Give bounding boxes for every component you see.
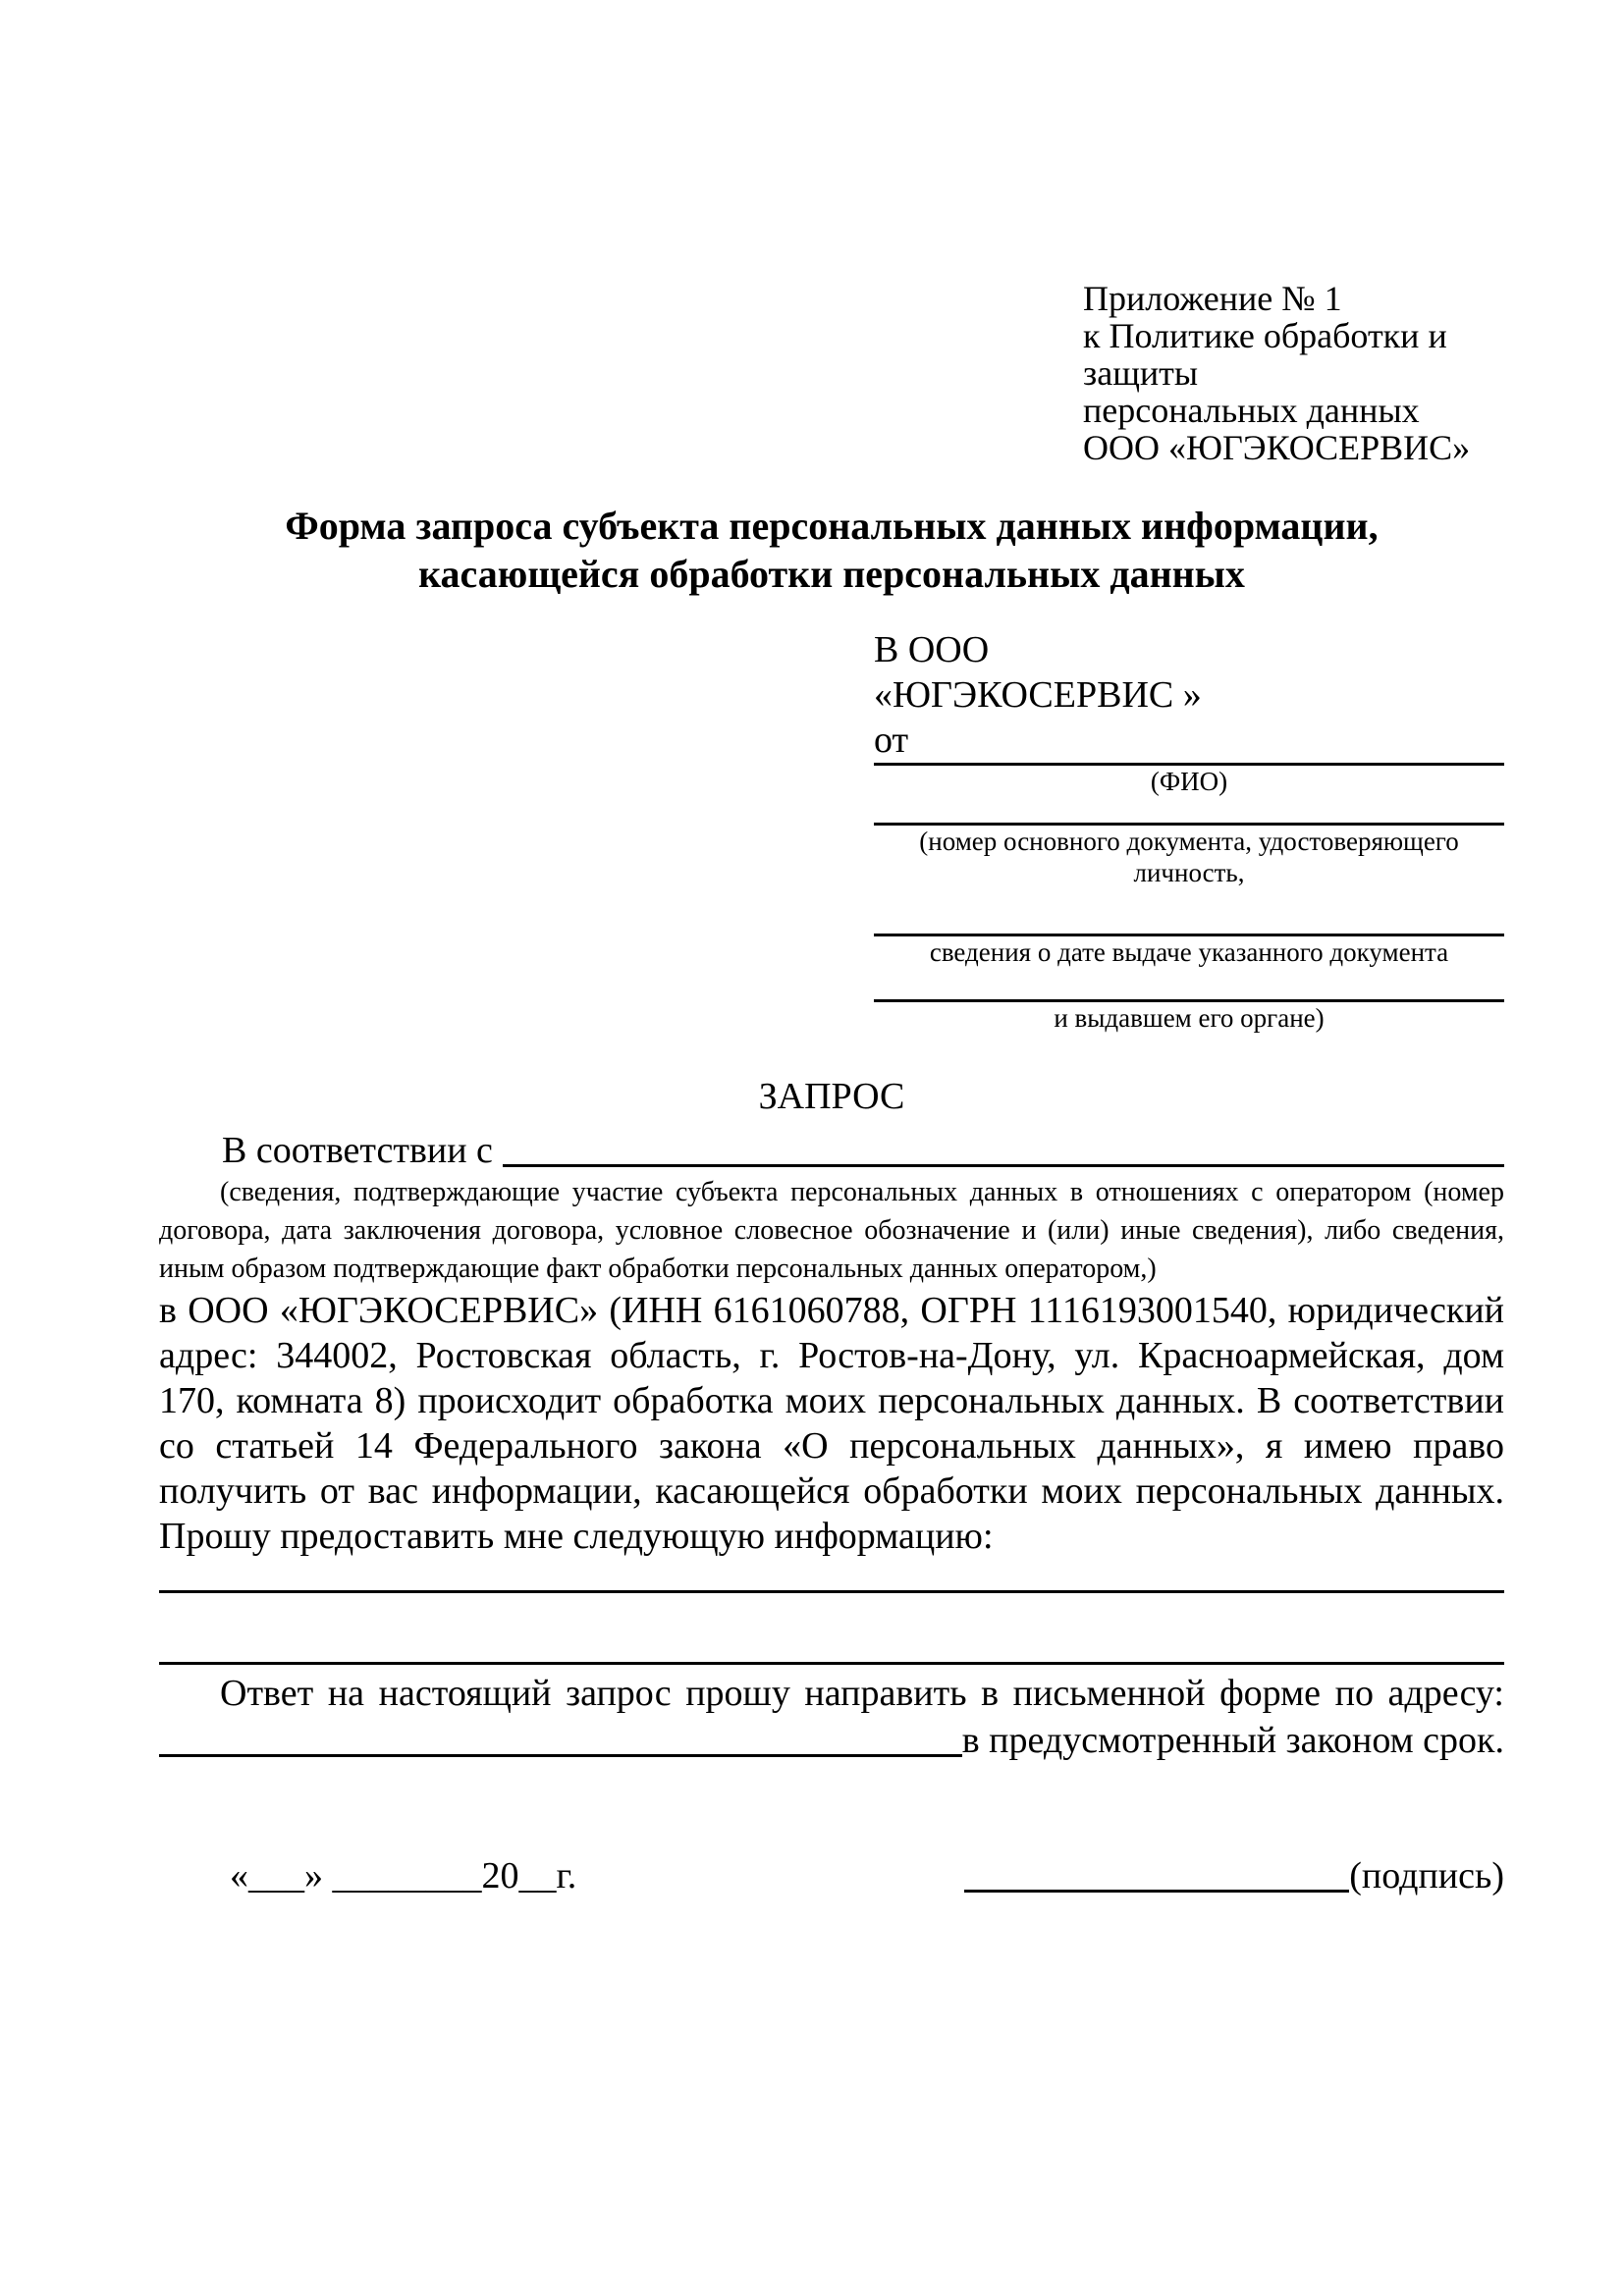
appendix-header — [1083, 280, 1504, 466]
addressee-org-line-2: «ЮГЭКОСЕРВИС » — [874, 674, 1202, 716]
addressee-block — [874, 627, 1504, 1034]
request-body: в ООО «ЮГЭКОСЕРВИС» (ИНН 6161060788, ОГРН 1116193001540, юридический адрес: 344002, Ростовская область, г. Ростов-на-Дону, ул. Красноармейская, дом 170, комната 8) происходит обработка моих персональных данных. В соответствии со статьей 14 Федерального закона «О персональных данных», я имею право получить от вас информации, касающейся обработки моих персональных данных. Прошу предоставить мне следующую информацию: — [159, 1290, 1504, 1557]
appendix-line-1: Приложение № 1 — [1083, 279, 1342, 318]
intro-prefix: В соответствии с — [222, 1130, 493, 1171]
date-blank-line: «___» ________20__г. — [230, 1855, 577, 1896]
document-title-line-2: касающейся обработки персональных данных — [418, 552, 1245, 596]
information-blank-line-2 — [159, 1662, 1504, 1665]
issuer-caption: и выдавшем его органе) — [1054, 1003, 1325, 1033]
reply-tail-text: в предусмотренный законом срок. — [961, 1720, 1504, 1761]
appendix-line-3: персональных данных — [1083, 391, 1420, 430]
appendix-line-2: к Политике обработки и защиты — [1083, 316, 1447, 393]
address-blank-line — [159, 1754, 962, 1757]
addressee-from-label: от — [874, 720, 909, 761]
intro-blank-line — [503, 1164, 1504, 1167]
intro-line — [159, 1128, 1504, 1173]
request-heading: ЗАПРОС — [758, 1076, 905, 1117]
date-signature-row — [159, 1853, 1504, 1898]
information-blank-line-1 — [159, 1590, 1504, 1593]
issue-date-caption: сведения о дате выдаче указанного документа — [929, 937, 1449, 967]
signature-area — [964, 1853, 1504, 1898]
signature-blank-line — [964, 1890, 1349, 1893]
id-document-caption: (номер основного документа, удостоверяющего личность, — [919, 827, 1459, 887]
document-title — [159, 502, 1504, 598]
fio-caption: (ФИО) — [1150, 767, 1228, 796]
appendix-line-4: ООО «ЮГЭКОСЕРВИС» — [1083, 428, 1471, 467]
reply-sentence: Ответ на настоящий запрос прошу направить в письменной форме по адресу: — [220, 1673, 1504, 1714]
intro-footnote: (сведения, подтверждающие участие субъекта персональных данных в отношениях с оператором (номер договора, дата заключения договора, условное словесное обозначение и (или) иные сведения), либо сведения, иным образом подтверждающие факт обработки персональных данных оператором,) — [159, 1177, 1504, 1284]
reply-tail-line — [159, 1718, 1504, 1763]
signature-caption: (подпись) — [1349, 1855, 1504, 1896]
addressee-org-line-1: В ООО — [874, 629, 990, 670]
document-title-line-1: Форма запроса субъекта персональных данных информации, — [285, 504, 1379, 548]
